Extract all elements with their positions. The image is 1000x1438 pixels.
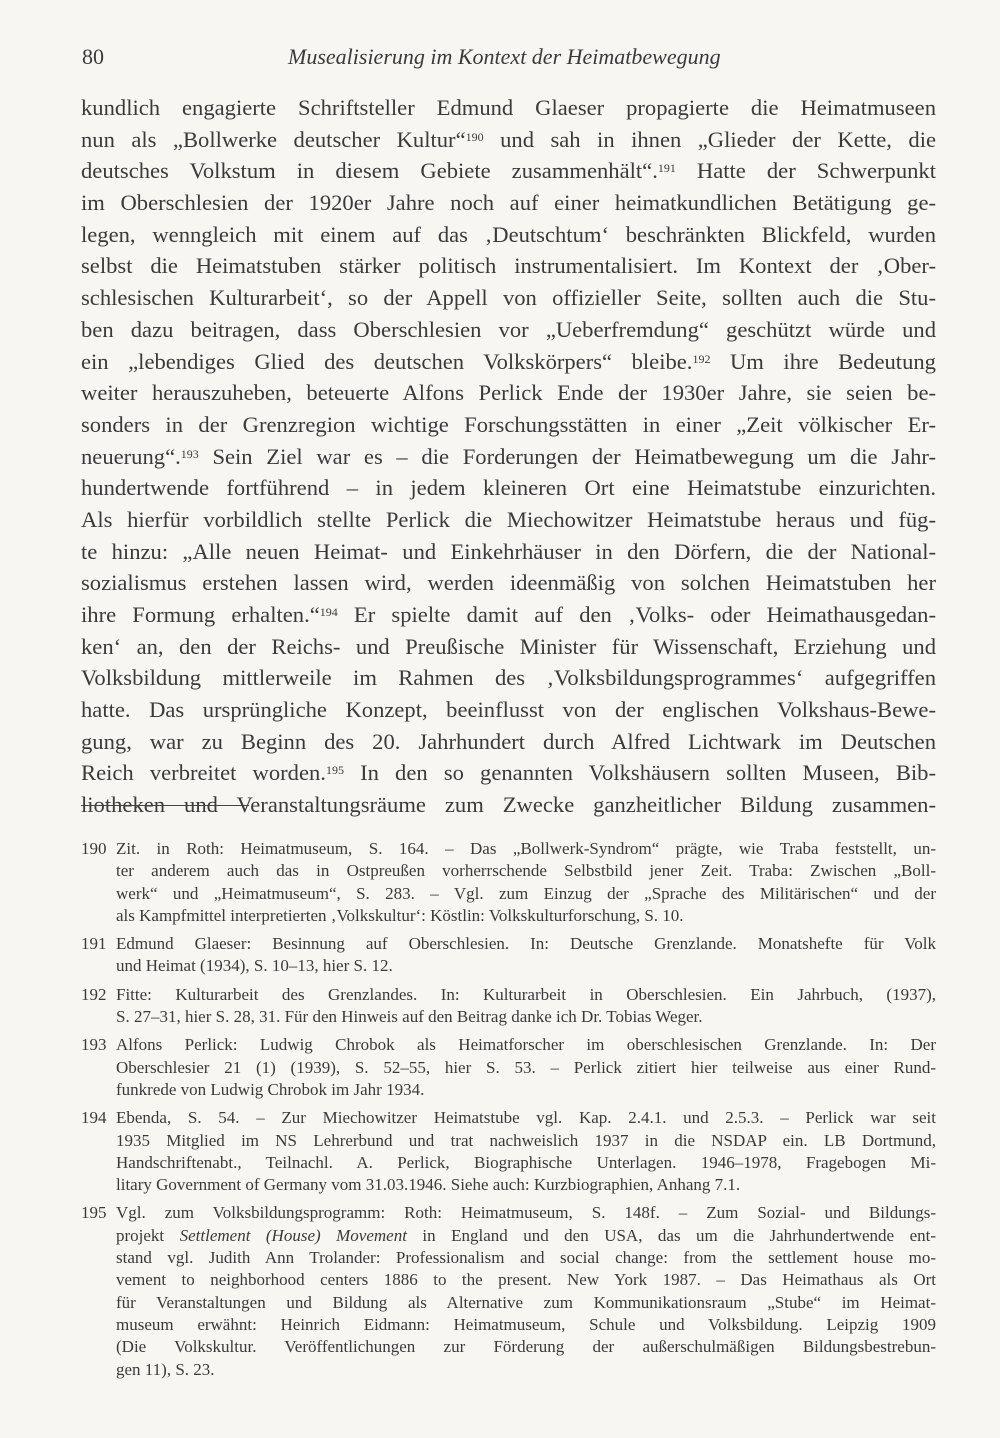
body-line: ben dazu beitragen, dass Oberschlesien vor „Ueberfremdung“ geschützt würde und <box>81 316 936 342</box>
footnote-191: 191 Edmund Glaeser: Besinnung auf Oberschlesien. In: Deutsche Grenzlande. Monatshefte für Volk und Heimat (1934), S. 10–13, hier S. 12. <box>81 934 936 976</box>
body-line: Als hierfür vorbildlich stellte Perlick die Miechowitzer Heimatstube heraus und füg- <box>81 506 936 532</box>
body-line: ein „lebendiges Glied des deutschen Volkskörpers“ bleibe.$^{192}$ Um ihre Bedeutung <box>81 348 936 374</box>
footnote-ref[interactable]: 193 <box>180 446 199 461</box>
body-line: legen, wenngleich mit einem auf das ‚Deutschtum‘ beschränkten Blickfeld, wurden <box>81 221 936 247</box>
footnote-ref[interactable]: 194 <box>319 605 338 619</box>
body-line: neuerung“.$^{193}$ Sein Ziel war es – die Forderungen der Heimatbewegung um die Jahr- <box>81 443 936 469</box>
body-line: sozialismus erstehen lassen wird, werden ideenmäßig von solchen Heimatstuben her <box>81 570 936 596</box>
body-line: gung, war zu Beginn des 20. Jahrhundert durch Alfred Lichtwark im Deutschen <box>81 728 936 754</box>
footnote-number: 193 <box>81 1035 107 1055</box>
running-title: Musealisierung im Kontext der Heimatbewegung <box>288 44 721 69</box>
page-header <box>82 44 922 74</box>
body-line: sonders in der Grenzregion wichtige Forschungsstätten in einer „Zeit völkischer Er- <box>81 411 936 437</box>
footnote-190: 190 Zit. in Roth: Heimatmuseum, S. 164. – Das „Bollwerk-Syndrom“ prägte, wie Traba feststellt, un- ter anderem auch das in Ostpreußen vorherrschende Selbstbild jener Zeit. Traba: Zwischen „Boll- werk“ und „Heimatmuseum“, S. 283. – Vgl. zum Einzug der „Sprache des Militärischen“ und der als Kampfmittel interpretierten ‚Volkskultur‘: Köstlin: Volkskulturforschung, S. 10. <box>81 839 936 925</box>
body-line: selbst die Heimatstuben stärker politisch instrumentalisiert. Im Kontext der ‚Ober- <box>81 253 936 279</box>
footnote-192: 192 Fitte: Kulturarbeit des Grenzlandes. In: Kulturarbeit in Oberschlesien. Ein Jahrbuch, (1937), S. 27–31, hier S. 28, 31. Für den Hinweis auf den Beitrag danke ich Dr. Tobias Weger. <box>81 984 936 1027</box>
body-text <box>81 92 936 821</box>
footnote-ref[interactable]: 195 <box>325 763 344 778</box>
body-line: schlesischen Kulturarbeit‘, so der Appell von offizieller Seite, sollten auch die Stu- <box>81 285 936 311</box>
body-line: im Oberschlesien der 1920er Jahre noch auf einer heimatkundlichen Betätigung ge- <box>81 190 936 216</box>
footnote-195: 195 Vgl. zum Volksbildungsprogramm: Roth: Heimatmuseum, S. 148f. – Zum Sozial- und Bildungs- projekt Settlement (House) Movement in England und den USA, das um die Jahrhundertwende ent- stand vgl. Judith Ann Trolander: Professionalism and social change: from the settlement house mo- vement to neighborhood centers 1886 to the present. New York 1987. – Das Heimathaus als Ort für Veranstaltungen und Bildung als Alternative zum Kommunikationsraum „Stube“ im Heimat- museum erwähnt: Heinrich Eidmann: Heimatmuseum, Schule und Volksbildung. Leipzig 1909 (Die Volkskultur. Veröffentlichungen zur Förderung der außerschulmäßigen Bildungsbestrebun- gen 11), S. 23. <box>81 1203 936 1379</box>
footnote-194: 194 Ebenda, S. 54. – Zur Miechowitzer Heimatstube vgl. Kap. 2.4.1. und 2.5.3. – Perlick war seit 1935 Mitglied im NS Lehrerbund und trat nachweislich 1937 in die NSDAP ein. LB Dortmund, Handschriftenabt., Teilnachl. A. Perlick, Biographische Unterlagen. 1946–1978, Fragebogen Mi- litary Government of Germany vom 31.03.1946. Siehe auch: Kurzbiographien, Anhang 7.1. <box>81 1108 936 1195</box>
body-line: hundertwende fortführend – in jedem kleineren Ort eine Heimatstube einzurichten. <box>81 475 936 501</box>
footnote-ref[interactable]: 191 <box>657 161 676 176</box>
body-line: nun als „Bollwerke deutscher Kultur“$^{190}$ und sah in ihnen „Glieder der Kette, die <box>81 126 936 152</box>
footnote-193: 193 Alfons Perlick: Ludwig Chrobok als Heimatforscher im oberschlesischen Grenzlande. In: Der Oberschlesier 21 (1) (1939), S. 52–55, hier S. 53. – Perlick zitiert hier teilweise aus einer Rund- funkrede von Ludwig Chrobok im Jahr 1934. <box>81 1035 936 1099</box>
body-line: ken‘ an, den der Reichs- und Preußische Minister für Wissenschaft, Erziehung und <box>81 633 936 659</box>
body-line: ihre Formung erhalten.“$^{194}$ Er spielte damit auf den ‚Volks- oder Heimathausgedan- <box>81 602 937 627</box>
footnote-number: 192 <box>81 984 107 1004</box>
body-line: hatte. Das ursprüngliche Konzept, beeinflusst von der englischen Volkshaus-Bewe- <box>81 697 936 723</box>
footnote-separator <box>81 805 249 806</box>
body-line: deutsches Volkstum in diesem Gebiete zusammenhält“.$^{191}$ Hatte der Schwerpunkt <box>81 158 936 184</box>
body-line: kundlich engagierte Schriftsteller Edmund Glaeser propagierte die Heimatmuseen <box>81 95 936 120</box>
footnote-number: 195 <box>81 1203 107 1223</box>
body-line: Volksbildung mittlerweile im Rahmen des ‚Volksbildungsprogrammes‘ aufgegriffen <box>81 665 936 691</box>
body-line: liotheken und Veranstaltungsräume zum Zwecke ganzheitlicher Bildung zusammen- <box>81 792 936 818</box>
footnote-number: 191 <box>81 934 107 954</box>
footnote-number: 194 <box>81 1108 107 1128</box>
body-line: te hinzu: „Alle neuen Heimat- und Einkehrhäuser in den Dörfern, die der National- <box>81 538 936 564</box>
footnotes <box>81 838 936 1387</box>
body-line: Reich verbreitet worden.$^{195}$ In den so genannten Volkshäusern sollten Museen, Bib- <box>81 760 936 786</box>
footnote-ref[interactable]: 192 <box>692 351 711 366</box>
body-line: weiter herauszuheben, beteuerte Alfons Perlick Ende der 1930er Jahre, sie seien be- <box>81 380 936 406</box>
footnote-ref[interactable]: 190 <box>465 129 484 144</box>
footnote-number: 190 <box>81 839 107 858</box>
page-number: 80 <box>82 44 104 69</box>
